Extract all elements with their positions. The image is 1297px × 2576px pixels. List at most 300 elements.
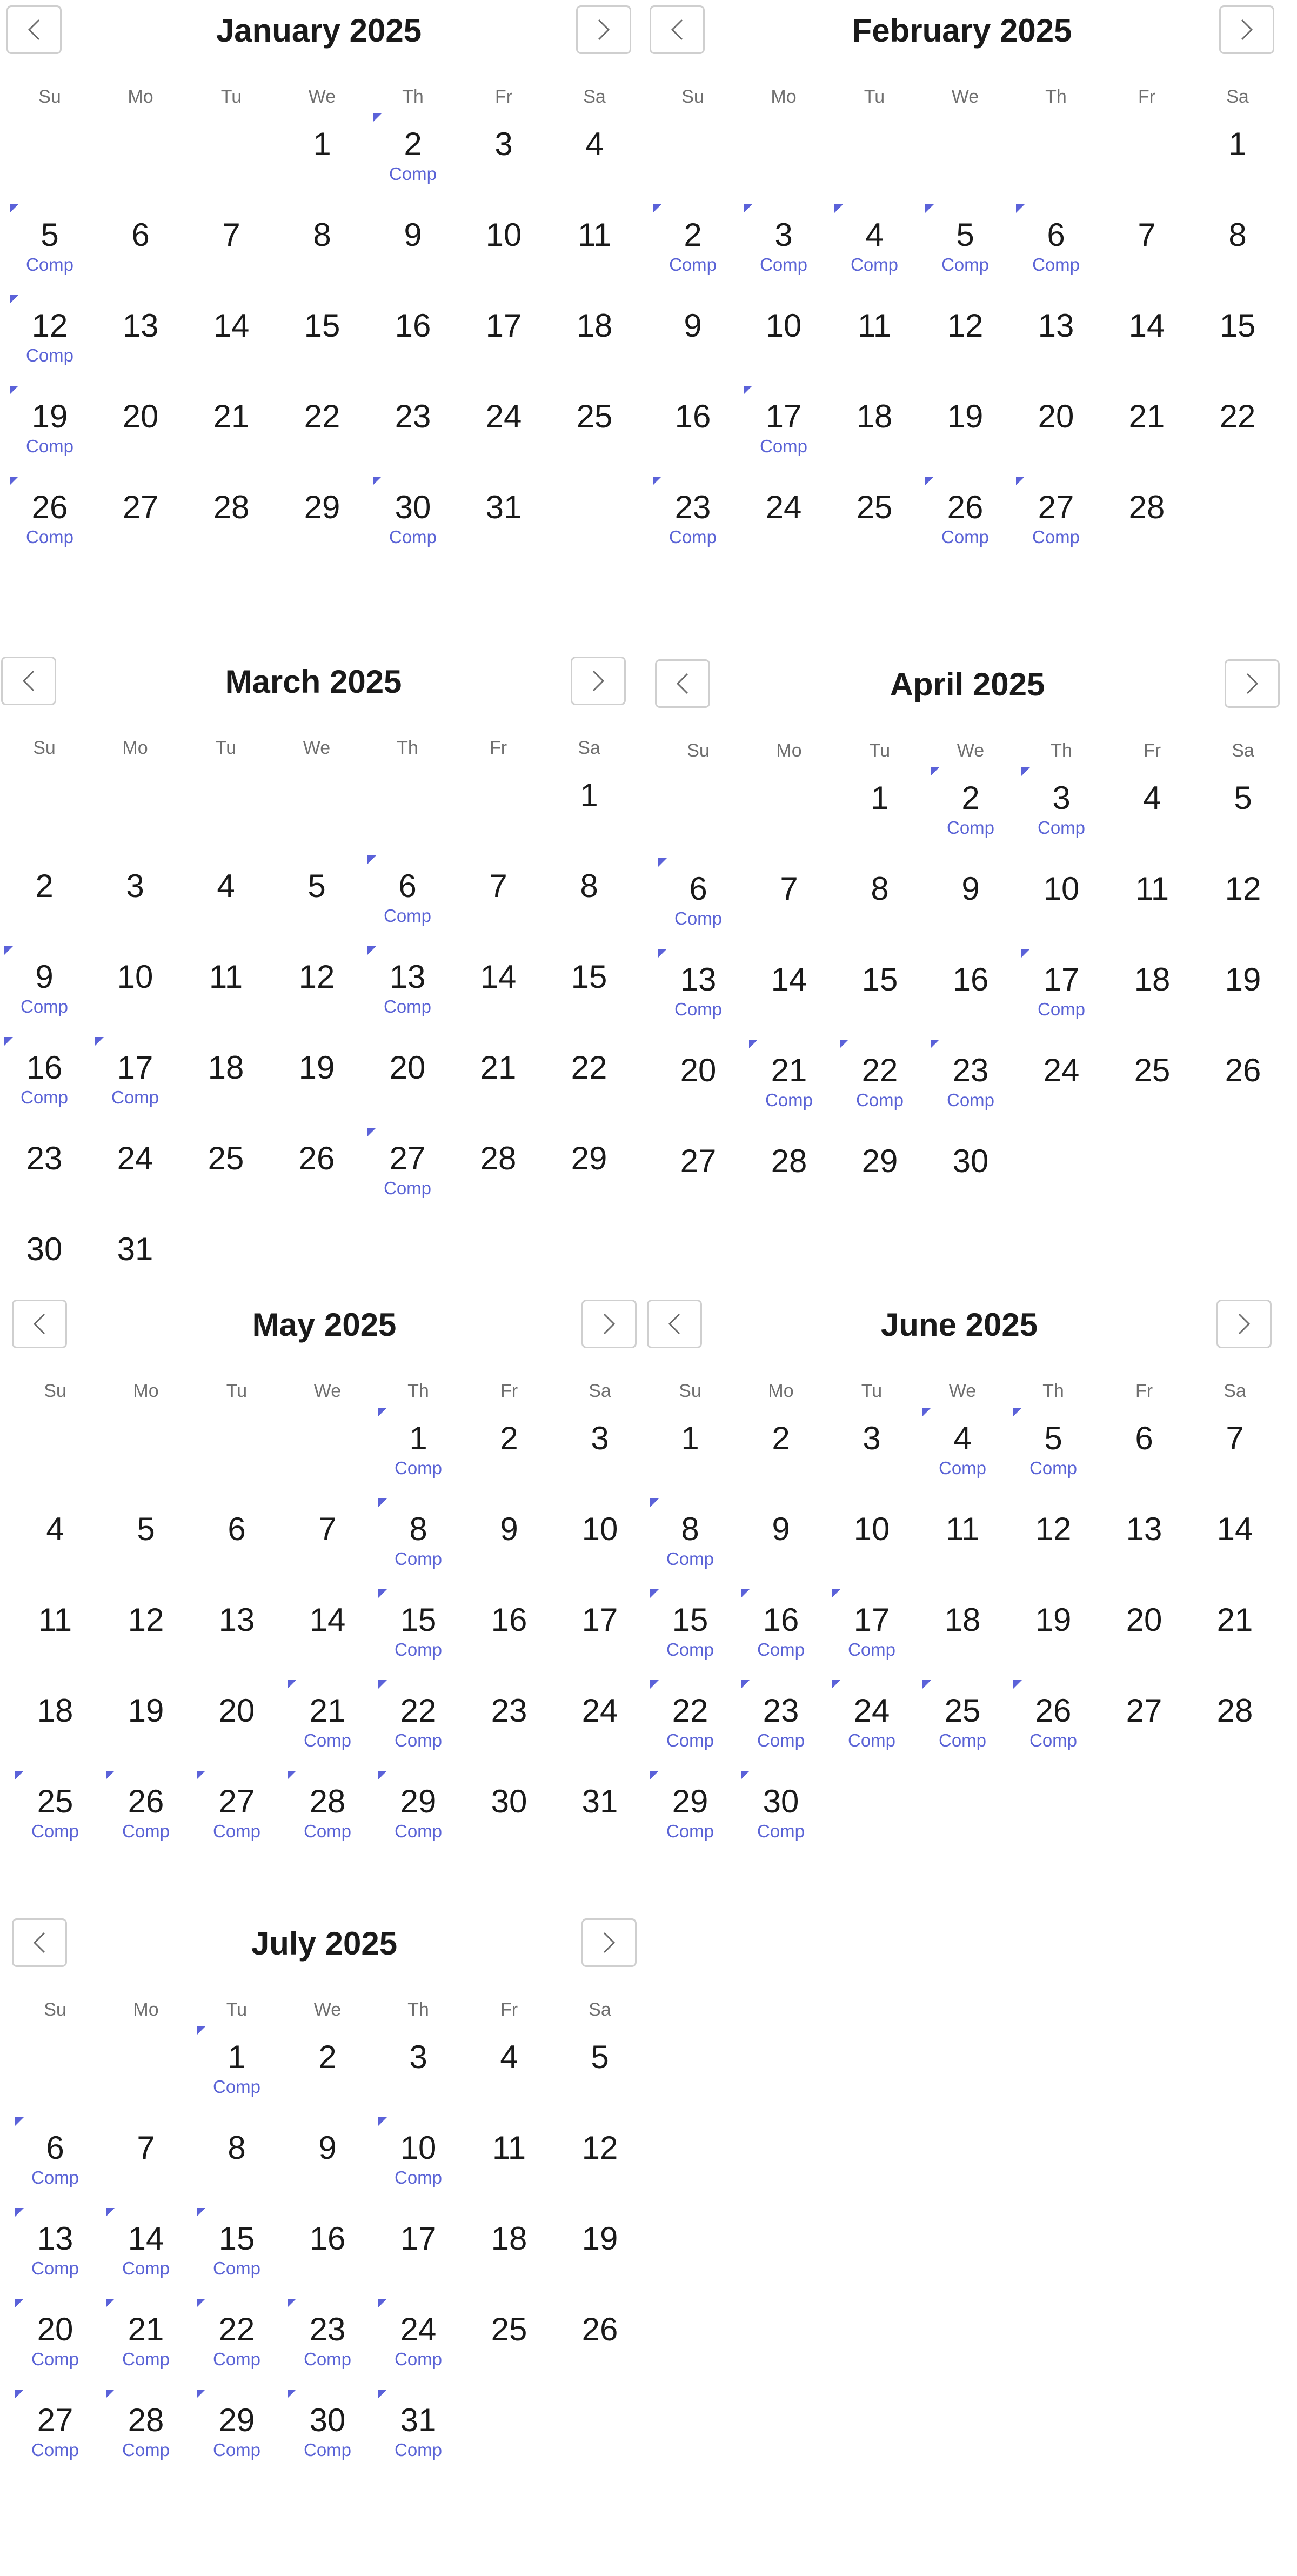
comp-label: Comp: [122, 2258, 170, 2278]
day-number: 10: [581, 1511, 618, 1547]
day-cell[interactable]: [282, 2401, 373, 2492]
day-cell[interactable]: [362, 1049, 453, 1140]
day-number: 10: [117, 959, 153, 995]
day-number: 4: [585, 126, 604, 162]
day-cell[interactable]: [647, 307, 738, 398]
day-cell[interactable]: [90, 958, 180, 1049]
day-cell[interactable]: [191, 1601, 282, 1692]
day-cell[interactable]: [653, 1052, 744, 1142]
day-cell[interactable]: [101, 1692, 191, 1783]
day-cell[interactable]: [277, 216, 367, 307]
day-cell[interactable]: [453, 867, 544, 958]
weekday-header: [0, 738, 632, 759]
comp-flag-icon: [650, 1589, 659, 1598]
day-cell[interactable]: [738, 307, 829, 398]
day-cell[interactable]: [544, 958, 634, 1049]
day-cell[interactable]: [554, 1420, 645, 1510]
day-cell[interactable]: [1099, 1420, 1189, 1510]
day-cell[interactable]: [736, 1783, 826, 1874]
weekday-label: Sa: [1232, 740, 1254, 761]
day-cell[interactable]: [282, 1510, 373, 1601]
day-cell[interactable]: [180, 1140, 271, 1230]
day-cell[interactable]: [464, 1510, 554, 1601]
day-cell[interactable]: [917, 1420, 1008, 1510]
day-number: 11: [492, 2130, 526, 2166]
day-cell[interactable]: [1192, 125, 1283, 216]
day-cell[interactable]: [10, 2129, 101, 2220]
day-cell[interactable]: [362, 1140, 453, 1230]
day-cell[interactable]: [1016, 961, 1107, 1052]
day-cell[interactable]: [282, 2038, 373, 2129]
day-cell[interactable]: [647, 489, 738, 579]
weekday-label: Su: [679, 1381, 701, 1401]
day-cell[interactable]: [373, 1510, 464, 1601]
day-cell[interactable]: [917, 1510, 1008, 1601]
day-number: 8: [228, 2130, 246, 2166]
day-cell[interactable]: [10, 1783, 101, 1874]
day-cell[interactable]: [373, 2220, 464, 2311]
weekday-label: Fr: [1135, 1381, 1153, 1401]
day-cell[interactable]: [180, 1049, 271, 1140]
day-cell[interactable]: [645, 1420, 736, 1510]
day-cell[interactable]: [653, 961, 744, 1052]
day-cell[interactable]: [367, 216, 458, 307]
day-cell[interactable]: [191, 1510, 282, 1601]
day-cell[interactable]: [1099, 1601, 1189, 1692]
day-cell[interactable]: [834, 1052, 925, 1142]
day-cell[interactable]: [920, 216, 1011, 307]
day-cell[interactable]: [180, 867, 271, 958]
next-month-button[interactable]: [581, 1918, 637, 1967]
day-cell[interactable]: [554, 2129, 645, 2220]
day-cell[interactable]: [1198, 1052, 1288, 1142]
comp-flag-icon: [10, 477, 18, 485]
weekday-label: Sa: [1226, 86, 1249, 107]
day-cell[interactable]: [829, 307, 920, 398]
month-calendar: [648, 654, 1286, 1179]
empty-day-cell: [282, 1420, 373, 1510]
day-cell[interactable]: [544, 1140, 634, 1230]
day-cell[interactable]: [738, 398, 829, 489]
day-cell[interactable]: [95, 307, 186, 398]
day-cell[interactable]: [736, 1510, 826, 1601]
day-cell[interactable]: [744, 870, 834, 961]
day-cell[interactable]: [458, 307, 549, 398]
day-number: 27: [1038, 489, 1074, 525]
day-cell[interactable]: [1107, 1052, 1198, 1142]
day-cell[interactable]: [826, 1601, 917, 1692]
day-cell[interactable]: [1192, 216, 1283, 307]
day-cell[interactable]: [834, 870, 925, 961]
day-cell[interactable]: [653, 870, 744, 961]
comp-flag-icon: [378, 1680, 387, 1689]
day-cell[interactable]: [464, 2129, 554, 2220]
day-cell[interactable]: [829, 489, 920, 579]
weekday-label: Th: [1042, 1381, 1064, 1401]
day-cell[interactable]: [191, 2311, 282, 2401]
day-cell[interactable]: [282, 1692, 373, 1783]
day-number: 30: [26, 1231, 63, 1267]
day-number: 7: [780, 871, 798, 907]
next-month-button[interactable]: [576, 5, 631, 54]
day-cell[interactable]: [829, 398, 920, 489]
day-cell[interactable]: [544, 1049, 634, 1140]
comp-label: Comp: [1037, 818, 1086, 838]
day-cell[interactable]: [282, 2311, 373, 2401]
day-cell[interactable]: [186, 398, 277, 489]
day-number: 13: [1126, 1511, 1162, 1547]
day-cell[interactable]: [920, 489, 1011, 579]
day-cell[interactable]: [645, 1692, 736, 1783]
day-number: 26: [298, 1140, 335, 1176]
weekday-label: Su: [681, 86, 704, 107]
next-month-button[interactable]: [1225, 659, 1280, 708]
day-cell[interactable]: [1107, 779, 1198, 870]
day-cell[interactable]: [647, 216, 738, 307]
comp-label: Comp: [25, 255, 74, 275]
day-number: 9: [318, 2130, 337, 2166]
empty-day-cell: [271, 777, 362, 867]
day-cell[interactable]: [362, 958, 453, 1049]
day-number: 20: [37, 2311, 73, 2347]
day-cell[interactable]: [90, 1140, 180, 1230]
day-cell[interactable]: [834, 961, 925, 1052]
day-cell[interactable]: [186, 216, 277, 307]
day-cell[interactable]: [464, 2220, 554, 2311]
day-number: 27: [37, 2402, 73, 2438]
day-cell[interactable]: [186, 489, 277, 579]
day-cell[interactable]: [549, 398, 640, 489]
day-number: 17: [581, 1602, 618, 1638]
day-cell[interactable]: [367, 489, 458, 579]
day-cell[interactable]: [645, 1601, 736, 1692]
day-cell[interactable]: [645, 1783, 736, 1874]
day-cell[interactable]: [1198, 779, 1288, 870]
day-cell[interactable]: [1189, 1420, 1280, 1510]
day-number: 25: [944, 1692, 981, 1729]
comp-flag-icon: [10, 386, 18, 394]
day-cell[interactable]: [282, 2220, 373, 2311]
day-cell[interactable]: [1198, 870, 1288, 961]
day-cell[interactable]: [271, 867, 362, 958]
day-cell[interactable]: [0, 1140, 90, 1230]
day-cell[interactable]: [0, 1049, 90, 1140]
day-number: 12: [298, 959, 335, 995]
day-number: 5: [1044, 1420, 1062, 1456]
day-cell[interactable]: [373, 2129, 464, 2220]
next-month-button[interactable]: [571, 657, 626, 705]
day-cell[interactable]: [1016, 1052, 1107, 1142]
day-number: 29: [672, 1783, 708, 1819]
weekday-label: Tu: [226, 1999, 248, 2020]
day-cell[interactable]: [736, 1420, 826, 1510]
comp-label: Comp: [666, 1549, 714, 1569]
day-cell[interactable]: [744, 1052, 834, 1142]
day-cell[interactable]: [1008, 1692, 1099, 1783]
day-cell[interactable]: [1101, 398, 1192, 489]
day-cell[interactable]: [917, 1692, 1008, 1783]
day-cell[interactable]: [458, 398, 549, 489]
day-cell[interactable]: [191, 2401, 282, 2492]
day-cell[interactable]: [362, 867, 453, 958]
month-calendar: [5, 1913, 643, 2460]
day-cell[interactable]: [544, 777, 634, 867]
comp-label: Comp: [303, 2440, 352, 2460]
day-number: 3: [863, 1420, 881, 1456]
day-cell[interactable]: [826, 1420, 917, 1510]
day-cell[interactable]: [277, 307, 367, 398]
empty-day-cell: [191, 1420, 282, 1510]
day-cell[interactable]: [549, 125, 640, 216]
day-cell[interactable]: [738, 489, 829, 579]
day-number: 18: [491, 2220, 527, 2257]
day-cell[interactable]: [647, 398, 738, 489]
day-cell[interactable]: [453, 1140, 544, 1230]
day-number: 9: [684, 307, 702, 344]
weekday-label: Th: [397, 738, 418, 758]
day-cell[interactable]: [277, 489, 367, 579]
day-cell[interactable]: [1107, 870, 1198, 961]
day-cell[interactable]: [191, 2220, 282, 2311]
day-cell[interactable]: [738, 216, 829, 307]
day-number: 24: [485, 398, 522, 434]
day-cell[interactable]: [1107, 961, 1198, 1052]
day-cell[interactable]: [554, 2038, 645, 2129]
day-cell[interactable]: [191, 1692, 282, 1783]
comp-flag-icon: [378, 2117, 387, 2126]
day-cell[interactable]: [464, 1601, 554, 1692]
day-cell[interactable]: [1099, 1510, 1189, 1601]
comp-label: Comp: [941, 527, 990, 547]
day-cell[interactable]: [554, 1783, 645, 1874]
day-cell[interactable]: [373, 1420, 464, 1510]
day-cell[interactable]: [464, 2038, 554, 2129]
day-cell[interactable]: [10, 2311, 101, 2401]
day-cell[interactable]: [4, 489, 95, 579]
day-cell[interactable]: [0, 958, 90, 1049]
comp-flag-icon: [1016, 477, 1025, 485]
day-number: 6: [131, 217, 150, 253]
day-cell[interactable]: [1008, 1601, 1099, 1692]
day-cell[interactable]: [373, 1601, 464, 1692]
day-cell[interactable]: [1192, 307, 1283, 398]
day-cell[interactable]: [10, 1601, 101, 1692]
day-cell[interactable]: [373, 1692, 464, 1783]
day-cell[interactable]: [277, 125, 367, 216]
day-cell[interactable]: [925, 961, 1016, 1052]
day-number: 27: [389, 1140, 426, 1176]
day-number: 23: [26, 1140, 63, 1176]
day-cell[interactable]: [464, 1692, 554, 1783]
day-cell[interactable]: [90, 867, 180, 958]
day-cell[interactable]: [554, 1601, 645, 1692]
day-cell[interactable]: [367, 398, 458, 489]
day-cell[interactable]: [4, 398, 95, 489]
day-cell[interactable]: [180, 958, 271, 1049]
month-calendar: [5, 1294, 643, 1841]
day-cell[interactable]: [554, 1692, 645, 1783]
day-cell[interactable]: [1008, 1420, 1099, 1510]
day-cell[interactable]: [95, 216, 186, 307]
day-cell[interactable]: [373, 2038, 464, 2129]
day-cell[interactable]: [191, 2038, 282, 2129]
day-cell[interactable]: [271, 1049, 362, 1140]
month-header: [0, 651, 632, 700]
day-cell[interactable]: [826, 1692, 917, 1783]
empty-day-cell: [10, 1420, 101, 1510]
day-cell[interactable]: [373, 2311, 464, 2401]
day-cell[interactable]: [925, 1052, 1016, 1142]
day-cell[interactable]: [1192, 398, 1283, 489]
day-cell[interactable]: [458, 125, 549, 216]
day-cell[interactable]: [0, 867, 90, 958]
day-cell[interactable]: [829, 216, 920, 307]
day-cell[interactable]: [373, 2401, 464, 2492]
day-cell[interactable]: [920, 307, 1011, 398]
weekday-label: Su: [38, 86, 61, 107]
day-cell[interactable]: [95, 398, 186, 489]
day-cell[interactable]: [920, 398, 1011, 489]
day-cell[interactable]: [271, 958, 362, 1049]
weekday-label: Th: [402, 86, 424, 107]
day-cell[interactable]: [367, 125, 458, 216]
weekday-header: [5, 1999, 643, 2021]
day-number: 16: [491, 1602, 527, 1638]
day-number: 6: [689, 871, 707, 907]
day-cell[interactable]: [95, 489, 186, 579]
day-cell[interactable]: [186, 307, 277, 398]
weekday-label: We: [303, 738, 331, 758]
day-number: 7: [222, 217, 240, 253]
day-cell[interactable]: [90, 1049, 180, 1140]
next-month-button[interactable]: [1219, 5, 1274, 54]
next-month-button[interactable]: [581, 1300, 637, 1348]
day-number: 31: [485, 489, 522, 525]
day-cell[interactable]: [1189, 1510, 1280, 1601]
day-cell[interactable]: [736, 1692, 826, 1783]
day-cell[interactable]: [373, 1783, 464, 1874]
day-cell[interactable]: [271, 1140, 362, 1230]
day-cell[interactable]: [4, 216, 95, 307]
day-cell[interactable]: [101, 1601, 191, 1692]
day-cell[interactable]: [554, 2311, 645, 2401]
empty-day-cell: [362, 777, 453, 867]
day-cell[interactable]: [464, 1783, 554, 1874]
day-cell[interactable]: [826, 1510, 917, 1601]
next-month-button[interactable]: [1216, 1300, 1272, 1348]
day-cell[interactable]: [925, 870, 1016, 961]
day-cell[interactable]: [282, 1601, 373, 1692]
day-cell[interactable]: [1008, 1510, 1099, 1601]
day-cell[interactable]: [101, 2129, 191, 2220]
day-cell[interactable]: [1101, 489, 1192, 579]
day-cell[interactable]: [282, 1783, 373, 1874]
day-cell[interactable]: [191, 2129, 282, 2220]
day-cell[interactable]: [277, 398, 367, 489]
day-cell[interactable]: [101, 1783, 191, 1874]
day-cell[interactable]: [367, 307, 458, 398]
day-cell[interactable]: [458, 216, 549, 307]
day-cell[interactable]: [464, 1420, 554, 1510]
day-cell[interactable]: [10, 2220, 101, 2311]
day-grid: [5, 2038, 643, 2492]
day-cell[interactable]: [282, 2129, 373, 2220]
comp-label: Comp: [757, 1821, 805, 1841]
comp-flag-icon: [922, 1408, 931, 1416]
day-cell[interactable]: [925, 1142, 1016, 1233]
day-cell[interactable]: [744, 1142, 834, 1233]
day-cell[interactable]: [101, 2220, 191, 2311]
day-cell[interactable]: [1011, 216, 1101, 307]
day-cell[interactable]: [453, 1049, 544, 1140]
day-cell[interactable]: [464, 2311, 554, 2401]
day-cell[interactable]: [1011, 398, 1101, 489]
day-cell[interactable]: [549, 216, 640, 307]
day-cell[interactable]: [101, 2311, 191, 2401]
day-number: 19: [581, 2220, 618, 2257]
chevron-right-icon: [1237, 1313, 1251, 1335]
day-cell[interactable]: [554, 1510, 645, 1601]
day-cell[interactable]: [1101, 307, 1192, 398]
comp-label: Comp: [303, 2349, 352, 2369]
day-cell[interactable]: [736, 1601, 826, 1692]
day-cell[interactable]: [549, 307, 640, 398]
day-cell[interactable]: [544, 867, 634, 958]
day-cell[interactable]: [744, 961, 834, 1052]
day-cell[interactable]: [191, 1783, 282, 1874]
day-cell[interactable]: [1016, 779, 1107, 870]
day-cell[interactable]: [554, 2220, 645, 2311]
day-cell[interactable]: [1011, 489, 1101, 579]
day-cell[interactable]: [1016, 870, 1107, 961]
day-cell[interactable]: [653, 1142, 744, 1233]
day-number: 3: [126, 868, 144, 904]
day-number: 5: [137, 1511, 155, 1547]
day-number: 27: [218, 1783, 255, 1819]
day-cell[interactable]: [834, 1142, 925, 1233]
day-number: 23: [763, 1692, 799, 1729]
day-number: 11: [577, 217, 612, 253]
day-cell[interactable]: [453, 958, 544, 1049]
day-cell[interactable]: [1189, 1601, 1280, 1692]
day-cell[interactable]: [458, 489, 549, 579]
weekday-header: [640, 1381, 1278, 1402]
day-cell[interactable]: [834, 779, 925, 870]
day-number: 26: [128, 1783, 164, 1819]
day-cell[interactable]: [1011, 307, 1101, 398]
day-cell[interactable]: [917, 1601, 1008, 1692]
day-cell[interactable]: [645, 1510, 736, 1601]
comp-flag-icon: [1013, 1408, 1022, 1416]
day-cell[interactable]: [925, 779, 1016, 870]
day-cell[interactable]: [4, 307, 95, 398]
day-cell[interactable]: [1099, 1692, 1189, 1783]
day-cell[interactable]: [1101, 216, 1192, 307]
day-cell[interactable]: [1198, 961, 1288, 1052]
day-cell[interactable]: [10, 1692, 101, 1783]
day-number: 4: [865, 217, 884, 253]
day-number: 28: [1128, 489, 1165, 525]
day-cell[interactable]: [101, 1510, 191, 1601]
day-number: 20: [122, 398, 159, 434]
day-cell[interactable]: [10, 1510, 101, 1601]
comp-flag-icon: [653, 204, 661, 213]
day-cell[interactable]: [1189, 1692, 1280, 1783]
day-number: 7: [318, 1511, 337, 1547]
day-cell[interactable]: [10, 2401, 101, 2492]
chevron-right-icon: [602, 1313, 616, 1335]
day-cell[interactable]: [101, 2401, 191, 2492]
